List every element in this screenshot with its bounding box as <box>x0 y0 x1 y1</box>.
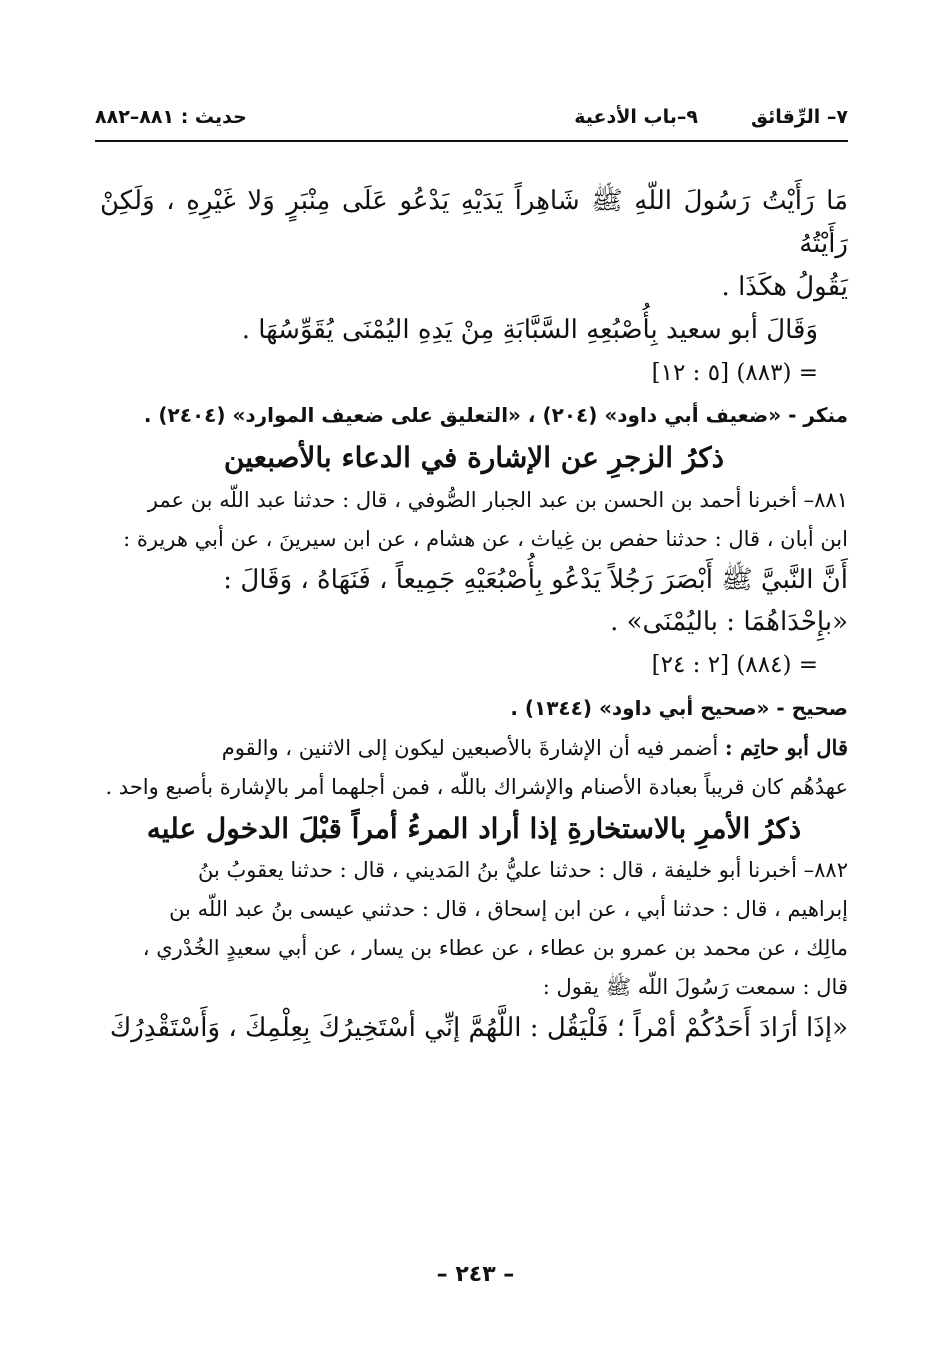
page-body <box>100 180 848 1050</box>
header-hadith-range: حديث : ٨٨١–٨٨٢ <box>95 106 247 128</box>
hadith-text-line: «إذَا أرَادَ أَحَدُكُمْ أمْراً ؛ فَلْيَقُل : اللَّهُمَّ إنِّي أسْتَخِيرُكَ بِعِلْمِكَ ، وَأَسْتَقْدِرُكَ <box>109 1012 848 1043</box>
isnad-line: ٨٨١– أخبرنا أحمد بن الحسن بن عبد الجبار الصُّوفي ، قال : حدثنا عبد اللّه بن عمر <box>147 487 848 512</box>
header-chapter-title: ٩–باب الأدعية <box>574 106 698 128</box>
hadith-text-line: «بإِحْدَاهُمَا : باليُمْنَى» . <box>610 607 848 638</box>
commentary-line: عهدُهُم كان قريباً بعبادة الأصنام والإشراك باللّه ، فمن أجلهما أمر بالإشارة بأصبع واحد . <box>105 774 848 799</box>
commentary-label: قال أبو حاتِم : <box>724 734 848 760</box>
isnad-line: قال : سمعت رَسُولَ اللّه ﷺ يقول : <box>542 974 848 999</box>
page-number: – ٢٤٣ – <box>436 1262 515 1287</box>
hadith-reference: = (٨٨٣) [٥ : ١٢] <box>651 359 818 386</box>
running-header <box>95 100 848 142</box>
isnad-line: إبراهيم ، قال : حدثنا أبي ، عن ابن إسحاق ، قال : حدثني عيسى بنُ عبد اللّه بن <box>169 897 848 922</box>
isnad-line: مالِك ، عن محمد بن عمرو بن عطاء ، عن عطاء بن يسار ، عن أبي سعيدٍ الخُدْري ، <box>142 936 848 960</box>
isnad-line: ابن أبان ، قال : حدثنا حفص بن غِياث ، عن هشام ، عن ابن سيرينَ ، عن أبي هريرة : <box>123 526 848 551</box>
isnad-line: ٨٨٢– أخبرنا أبو خليفة ، قال : حدثنا عليُّ بنُ المَديني ، قال : حدثنا يعقوبُ بنُ <box>197 858 848 883</box>
hadith-text-line: يَقُولُ هكَذَا . <box>721 271 848 302</box>
hadith-text-line: أَنَّ النَّبيَّ ﷺ أَبْصَرَ رَجُلاً يَدْعُو بِأُصْبُعَيْهِ جَمِيعاً ، فَنَهَاهُ ، وَقَالَ : <box>223 564 848 595</box>
section-title: ذكرُ الأمرِ بالاستخارةِ إذا أراد المرءُ أمراً قبْلَ الدخول عليه <box>146 811 802 845</box>
section-title: ذكرُ الزجرِ عن الإشارة في الدعاء بالأصبعين <box>223 441 725 475</box>
commentary-text: أضمر فيه أن الإشارةَ بالأصبعين ليكون إلى الاثنين ، والقوم <box>221 735 719 760</box>
hadith-text-line: وَقَالَ أبو سعيد بِأُصْبُعِهِ السَّبَّابَةِ مِنْ يَدِهِ اليُمْنَى يُقَوِّسُهَا . <box>241 314 818 345</box>
hadith-grade: صحيح - «صحيح أبي داود» (١٣٤٤) . <box>510 695 848 720</box>
hadith-text-line: مَا رَأَيْتُ رَسُولَ اللّهِ ﷺ شَاهِراً يَدَيْهِ يَدْعُو عَلَى مِنْبَرٍ وَلا غَيْرِهِ ، وَلَكِنْ رَأَيْتُهُ <box>100 186 848 259</box>
header-book-title: ٧– الرِّقائق <box>750 106 848 128</box>
commentary-line <box>100 729 848 768</box>
hadith-grade: منكر - «ضعيف أبي داود» (٢٠٤) ، «التعليق على ضعيف الموارد» (٢٤٠٤) . <box>143 403 848 428</box>
hadith-reference: = (٨٨٤) [٢ : ٢٤] <box>651 652 818 679</box>
